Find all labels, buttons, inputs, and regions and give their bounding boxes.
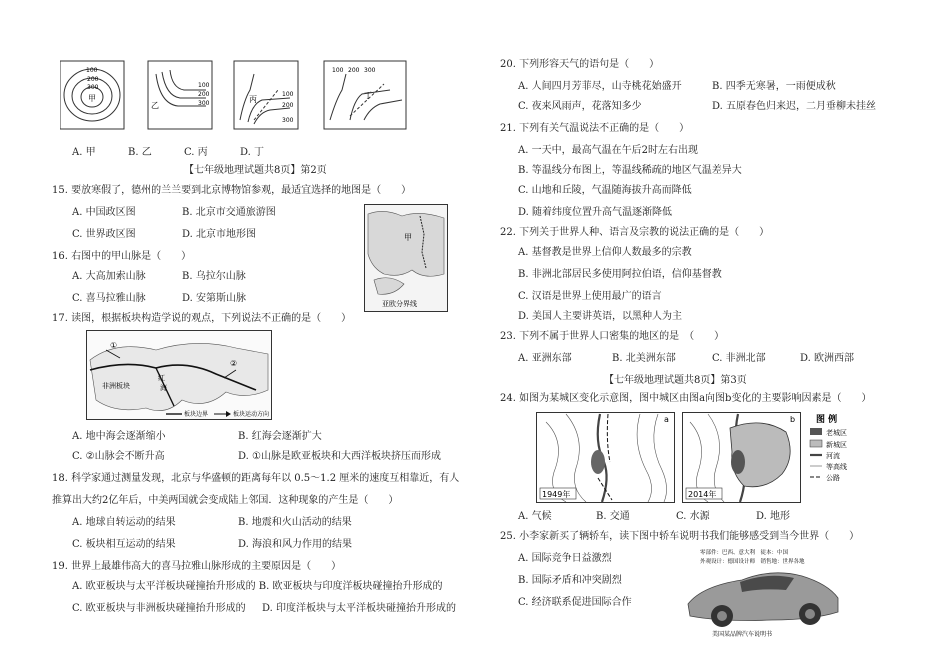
contour-label: 200 <box>198 91 210 98</box>
map-legend <box>810 413 847 482</box>
contour-ding <box>324 61 406 129</box>
africa-plate-label: 非洲板块 <box>102 382 130 390</box>
question-22: 22. 下列关于世界人种、语言及宗教的说法正确的是（ ） <box>500 227 770 238</box>
q16-option-d[interactable]: D. 安第斯山脉 <box>182 293 247 304</box>
contour-letter: 甲 <box>88 94 96 103</box>
q25-option-c[interactable]: C. 经济联系促进国际合作 <box>518 597 632 608</box>
contour-letter: 乙 <box>151 101 159 110</box>
map-a-tag: a <box>664 415 669 424</box>
q22-option-a[interactable]: A. 基督教是世界上信仰人数最多的宗教 <box>518 247 692 258</box>
q20-option-a[interactable]: A. 人间四月芳菲尽，山寺桃花始盛开 <box>518 81 682 92</box>
q18-option-c[interactable]: C. 板块相互运动的结果 <box>72 539 176 550</box>
page-footer: 【七年级地理试题共8页】第3页 <box>604 375 747 386</box>
q23-option-d[interactable]: D. 欧洲西部 <box>800 353 855 364</box>
contour-bing <box>234 61 298 129</box>
car-info-line1: 零部件：巴西、意大利 徒本：中国 <box>700 550 789 556</box>
q23-option-b[interactable]: B. 北美洲东部 <box>612 353 676 364</box>
contour-label: 100 <box>282 91 294 98</box>
contour-jia <box>60 61 124 129</box>
question-18-line2: 推算出大约2亿年后，中美两国就会变成陆上邻国．这种现象的产生是（ ） <box>52 495 399 506</box>
car-caption: 美国某品牌汽车说明书 <box>712 631 773 638</box>
q16-option-a[interactable]: A. 大高加索山脉 <box>72 271 146 282</box>
question-20: 20. 下列形容天气的语句是（ ） <box>500 59 660 70</box>
q14-contour-figures <box>60 60 430 132</box>
legend-old-city: 老城区 <box>826 429 847 437</box>
question-17: 17. 读图，根据板块构造学说的观点，下列说法不正确的是（ ） <box>52 313 352 324</box>
q18-option-a[interactable]: A. 地球自转运动的结果 <box>72 517 176 528</box>
q22-option-c[interactable]: C. 汉语是世界上使用最广的语言 <box>518 291 662 302</box>
year-2014: 2014年 <box>688 490 717 499</box>
q16-option-c[interactable]: C. 喜马拉雅山脉 <box>72 293 146 304</box>
q22-option-d[interactable]: D. 美国人主要讲英语，以黑种人为主 <box>518 311 683 322</box>
legend-direction: 板块运动方向 <box>233 411 270 418</box>
contour-label: 300 <box>364 67 376 74</box>
q15-option-a[interactable]: A. 中国政区图 <box>72 207 136 218</box>
question-24: 24. 如图为某城区变化示意图，图中城区由图a向图b变化的主要影响因素是（ ） <box>500 393 872 404</box>
q14-option-d[interactable]: D. 丁 <box>240 147 265 158</box>
contour-label: 100 <box>332 67 344 74</box>
q25-car-ad <box>682 546 846 638</box>
q21-option-d[interactable]: D. 随着纬度位置升高气温逐渐降低 <box>518 207 673 218</box>
car-info-line2: 外观设计：德国设计师 销售地：世界各地 <box>700 559 805 565</box>
q14-option-a[interactable]: A. 甲 <box>72 147 96 158</box>
q25-option-b[interactable]: B. 国际矛盾和冲突剧烈 <box>518 575 622 586</box>
q21-option-b[interactable]: B. 等温线分布图上，等温线稀疏的地区气温差异大 <box>518 165 742 176</box>
page-footer: 【七年级地理试题共8页】第2页 <box>184 165 327 176</box>
q15-option-d[interactable]: D. 北京市地形图 <box>182 229 257 240</box>
legend-river: 河流 <box>826 452 840 460</box>
q24-city-maps <box>536 412 866 504</box>
contour-yi <box>148 61 212 129</box>
contour-label: 100 <box>198 82 210 89</box>
map-a <box>537 413 675 503</box>
contour-letter: 丁 <box>364 91 372 100</box>
question-18-line1: 18. 科学家通过测量发现，北京与华盛顿的距离每年以 0.5～1.2 厘米的速度互相靠近，有人 <box>52 473 460 484</box>
legend-road: 公路 <box>826 474 840 482</box>
marker-2: ② <box>230 359 238 368</box>
q18-option-d[interactable]: D. 海浪和风力作用的结果 <box>238 539 353 550</box>
contour-label: 300 <box>198 100 210 107</box>
q24-option-c[interactable]: C. 水源 <box>676 511 710 522</box>
q17-option-d[interactable]: D. ①山脉是欧亚板块和大西洋板块挤压而形成 <box>238 451 441 462</box>
red-sea-label-2: 海 <box>160 384 167 392</box>
q17-option-b[interactable]: B. 红海会逐渐扩大 <box>238 431 322 442</box>
q16-map <box>364 204 448 312</box>
q23-option-c[interactable]: C. 非洲北部 <box>712 353 766 364</box>
legend-new-city: 新城区 <box>826 441 847 449</box>
q21-option-c[interactable]: C. 山地和丘陵，气温随海拔升高而降低 <box>518 185 692 196</box>
q20-option-b[interactable]: B. 四季无寒暑，一雨便成秋 <box>712 81 836 92</box>
q20-option-c[interactable]: C. 夜来风雨声，花落知多少 <box>518 101 642 112</box>
q24-option-d[interactable]: D. 地形 <box>756 511 791 522</box>
q24-option-a[interactable]: A. 气候 <box>518 511 552 522</box>
q25-option-a[interactable]: A. 国际竞争日益激烈 <box>518 553 612 564</box>
question-21: 21. 下列有关气温说法不正确的是（ ） <box>500 123 690 134</box>
q16-option-b[interactable]: B. 乌拉尔山脉 <box>182 271 246 282</box>
q20-option-d[interactable]: D. 五原春色归来迟，二月垂柳未挂丝 <box>712 101 877 112</box>
question-25: 25. 小李家新买了辆轿车，读下图中轿车说明书我们能够感受到当今世界（ ） <box>500 531 860 542</box>
legend-boundary: 板块边界 <box>184 411 209 418</box>
question-15: 15. 要放寒假了，德州的兰兰要到北京博物馆参观，最适宜选择的地图是（ ） <box>52 185 412 196</box>
legend-contour: 等高线 <box>826 463 847 471</box>
red-sea-label-1: 红 <box>158 374 165 382</box>
q15-option-b[interactable]: B. 北京市交通旅游图 <box>182 207 276 218</box>
q17-option-a[interactable]: A. 地中海会逐渐缩小 <box>72 431 166 442</box>
map-letter: 甲 <box>404 233 412 242</box>
year-1949: 1949年 <box>542 490 571 499</box>
q19-option-c[interactable]: C. 欧亚板块与非洲板块碰撞抬升形成的 <box>72 603 246 614</box>
question-19: 19. 世界上最雄伟高大的喜马拉雅山脉形成的主要原因是（ ） <box>52 561 342 572</box>
q22-option-b[interactable]: B. 非洲北部居民多使用阿拉伯语，信仰基督教 <box>518 269 722 280</box>
q14-option-b[interactable]: B. 乙 <box>128 147 152 158</box>
contour-label: 300 <box>87 84 99 91</box>
q19-option-d[interactable]: D. 印度洋板块与太平洋板块碰撞抬升形成的 <box>262 603 457 614</box>
legend-title: 图 例 <box>816 415 838 425</box>
q19-options-ab[interactable]: A. 欧亚板块与太平洋板块碰撞抬升形成的 B. 欧亚板块与印度洋板块碰撞抬升形成的 <box>72 581 443 592</box>
contour-label: 200 <box>348 67 360 74</box>
q17-plate-map <box>86 330 272 420</box>
map-b <box>683 413 801 503</box>
map-caption: 亚欧分界线 <box>382 300 417 308</box>
q17-option-c[interactable]: C. ②山脉会不断升高 <box>72 451 165 462</box>
marker-1: ① <box>110 341 118 350</box>
q24-option-b[interactable]: B. 交通 <box>596 511 630 522</box>
q21-option-a[interactable]: A. 一天中，最高气温在午后2时左右出现 <box>518 145 698 156</box>
question-16: 16. 右图中的甲山脉是（ ） <box>52 251 192 262</box>
q18-option-b[interactable]: B. 地震和火山活动的结果 <box>238 517 352 528</box>
question-23: 23. 下列不属于世界人口密集的地区的是 （ ） <box>500 331 725 342</box>
q15-option-c[interactable]: C. 世界政区图 <box>72 229 136 240</box>
contour-label: 200 <box>282 102 294 109</box>
contour-label: 200 <box>87 76 99 83</box>
map-b-tag: b <box>790 415 796 424</box>
q14-option-c[interactable]: C. 丙 <box>184 147 208 158</box>
contour-label: 100 <box>86 67 98 74</box>
contour-label: 300 <box>282 117 294 124</box>
contour-letter: 丙 <box>249 95 257 104</box>
q23-option-a[interactable]: A. 亚洲东部 <box>518 353 572 364</box>
